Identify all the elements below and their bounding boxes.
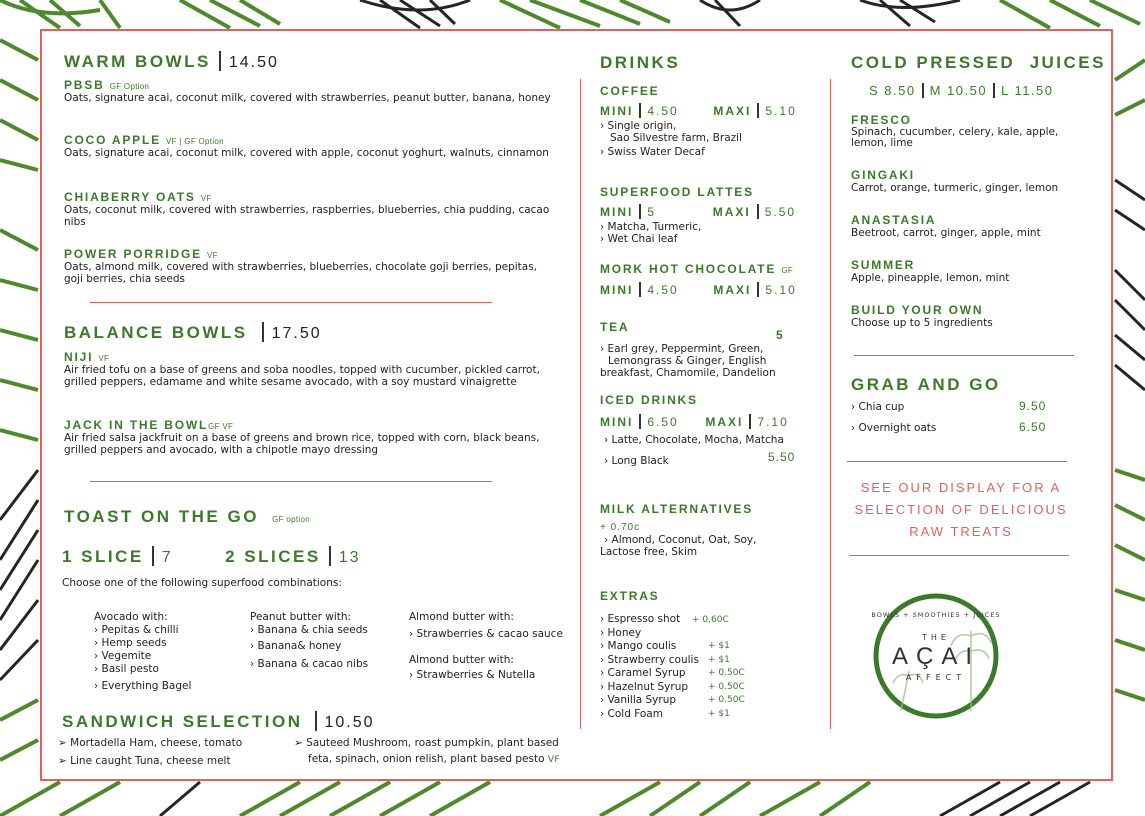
- juice-gingaki: GINGAKI Carrot, orange, turmeric, ginger, lemon: [851, 168, 1059, 194]
- grab-item-chia: › Chia cup: [851, 401, 905, 413]
- sandwich-list-right: ➢ Sauteed Mushroom, roast pumpkin, plant based feta, spinach, onion relish, plant based pesto VF: [294, 737, 560, 765]
- juice-fresco: FRESCO Spinach, cucumber, celery, kale, apple, lemon, lime: [851, 113, 1059, 149]
- divider: [849, 555, 1069, 556]
- sandwich-list-left: ➢ Mortadella Ham, cheese, tomato ➢ Line caught Tuna, cheese melt: [58, 737, 243, 767]
- drinks-heading: DRINKS: [600, 53, 681, 72]
- balance-bowls-price: 17.50: [271, 325, 322, 342]
- menu-item-niji: NIJI VF Air fried tofu on a base of greens and soba noodles, topped with cucumber, pickled carrot, grilled peppers, edamame and white sesame avocado, with a soy mustard vinaigrette: [64, 350, 540, 388]
- grab-price-chia: 9.50: [1019, 399, 1047, 413]
- grab-price-oats: 6.50: [1019, 420, 1047, 434]
- tea-section: TEA 5 › Earl grey, Peppermint, Green, Lemongrass & Ginger, English breakfast, Chamomile, Dandelion: [600, 320, 784, 379]
- menu-item-jack-in-the-bowl: JACK IN THE BOWLGF VF Air fried salsa jackfruit on a base of greens and brown rice, topped with corn, black beans, grilled peppers and avocado, with a chipotle mayo dressing: [64, 418, 540, 456]
- superfood-lattes-section: SUPERFOOD LATTES MINI 5 MAXI 5.50 › Matcha, Turmeric, › Wet Chai leaf: [600, 185, 797, 245]
- peanut-butter-options: Peanut butter with: › Banana & chia seeds › Banana& honey › Banana & cacao nibs: [250, 611, 369, 670]
- toast-intro: Choose one of the following superfood combinations:: [62, 577, 342, 589]
- menu-item-pbsb: PBSB GF Option Oats, signature acai, coconut milk, covered with strawberries, peanut butter, banana, honey: [64, 78, 551, 104]
- juices-heading: COLD PRESSED JUICES: [851, 53, 1106, 72]
- juice-summer: SUMMER Apple, pineapple, lemon, mint: [851, 258, 1010, 284]
- toast-prices: 1 SLICE 7 2 SLICES 13: [62, 547, 361, 566]
- divider: [854, 355, 1074, 356]
- coffee-section: COFFEE MINI 4.50 MAXI 5.10 › Single origin, Sao Silvestre farm, Brazil › Swiss Water Decaf: [600, 84, 797, 158]
- avocado-options: Avocado with: › Pepitas & chilli › Hemp seeds › Vegemite › Basil pesto › Everything Bagel: [94, 611, 192, 692]
- milk-alternatives-section: MILK ALTERNATIVES + 0.70c › Almond, Coconut, Oat, Soy, Lactose free, Skim: [600, 502, 757, 558]
- column-divider: [580, 79, 581, 729]
- logo-arc-text: BOWLS + SMOOTHIES + JUICES: [871, 611, 1001, 619]
- divider: [90, 302, 492, 303]
- balance-bowls-heading: BALANCE BOWLS 17.50: [64, 323, 322, 342]
- divider: [90, 481, 492, 482]
- almond-butter-options: Almond butter with: › Strawberries & cacao sauce Almond butter with: › Strawberries & Nutella: [409, 611, 563, 681]
- menu-item-coco-apple: COCO APPLE VF | GF Option Oats, signature acai, coconut milk, covered with apple, coconut yoghurt, walnuts, cinnamon: [64, 133, 549, 159]
- juice-sizes: S 8.50 M 10.50 L 11.50: [869, 83, 1054, 98]
- column-divider: [830, 79, 831, 729]
- juice-build-your-own: BUILD YOUR OWN Choose up to 5 ingredients: [851, 303, 993, 329]
- extras-section: EXTRAS › Espresso shot + 0.60C › Honey › Mango coulis + $1 › Strawberry coulis + $1 › Caramel Syrup + 0.50C › Hazelnut Syrup + 0.50C › Vanilla Syrup + 0.50C › Cold Foam + $1: [600, 589, 745, 720]
- menu-item-power-porridge: POWER PORRIDGE VF Oats, almond milk, covered with strawberries, blueberries, chocolate goji berries, pepitas, goji berries, chia seeds: [64, 247, 538, 285]
- juice-anastasia: ANASTASIA Beetroot, carrot, ginger, apple, mint: [851, 213, 1041, 239]
- iced-drinks-section: ICED DRINKS MINI 6.50 MAXI 7.10 › Latte, Chocolate, Mocha, Matcha › Long Black 5.50: [600, 393, 796, 467]
- grab-and-go-heading: GRAB AND GO: [851, 375, 1001, 394]
- menu-card: [40, 29, 1113, 781]
- logo-affect: AFFECT: [905, 673, 967, 682]
- sandwich-heading: SANDWICH SELECTION 10.50: [62, 712, 375, 731]
- toast-heading: TOAST ON THE GO GF option: [64, 507, 310, 526]
- acai-affect-logo: [871, 591, 1001, 721]
- menu-item-chiaberry-oats: CHIABERRY OATS VF Oats, coconut milk, covered with strawberries, raspberries, blueberries, chia pudding, cacao nibs: [64, 190, 550, 228]
- hot-chocolate-section: MORK HOT CHOCOLATE GF MINI 4.50 MAXI 5.10: [600, 262, 797, 297]
- divider: [847, 461, 1067, 462]
- logo-the: THE: [922, 633, 950, 642]
- warm-bowls-price: 14.50: [228, 54, 279, 71]
- warm-bowls-heading: WARM BOWLS 14.50: [64, 52, 279, 71]
- grab-item-oats: › Overnight oats: [851, 422, 937, 434]
- display-note: SEE OUR DISPLAY FOR A SELECTION OF DELICIOUS RAW TREATS: [854, 480, 1068, 539]
- logo-brand: AÇAI: [891, 643, 980, 670]
